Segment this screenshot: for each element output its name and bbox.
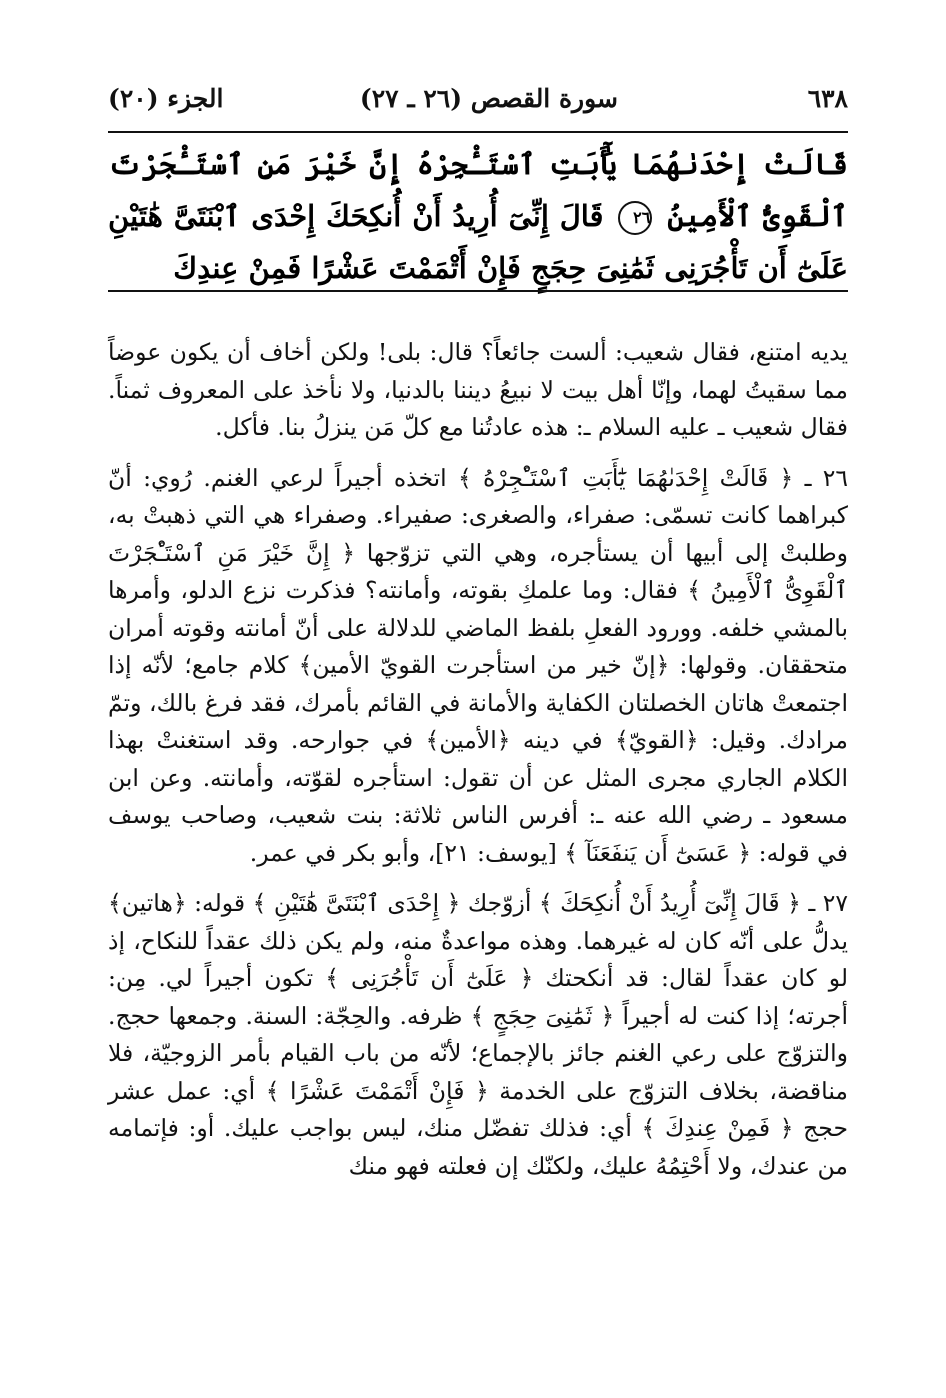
verse-27-text: قَالَ إِنِّىٓ أُرِيدُ أَنْ أُنكِحَكَ إِحْدَى ٱبْنَتَىَّ هَٰتَيْنِ عَلَىٰٓ أَن تَأْجُرَنِى ثَمَٰنِىَ حِجَجٍ فَإِنْ أَتْمَمْتَ عَشْرًا فَمِنْ عِندِكَ bbox=[108, 199, 848, 285]
quran-divider bbox=[108, 290, 848, 292]
ayah-number-marker: ٢٦ bbox=[618, 201, 652, 235]
commentary-paragraph-verse-26: ٢٦ ـ ﴿ قَالَتْ إِحْدَىٰهُمَا يَٰٓأَبَتِ ٱسْتَـْٔجِرْهُ ﴾ اتخذه أجيراً لرعي الغنم. رُوي: أنّ كبراهما كانت تسمّى: صفراء، والصغرى: صفيراء. وصفراء هي التي ذهبتْ به، وطلبتْ إلى أبيها أن يستأجره، وهي التي تزوّجها ﴿ إِنَّ خَيْرَ مَنِ ٱسْتَـْٔجَرْتَ ٱلْقَوِىُّ ٱلْأَمِينُ ﴾ فقال: وما علمكِ بقوته، وأمانته؟ فذكرت نزع الدلو، وأمرها بالمشي خلفه. وورود الفعلِ بلفظ الماضي للدلالة على أنّ أمانته وقوته أمران متحققان. وقولها: ﴿إنّ خير من استأجرت القويّ الأمين﴾ كلام جامع؛ لأنّه إذا اجتمعتْ هاتان الخصلتان الكفاية والأمانة في القائم بأمرك، فقد فرغ بالك، وتمّ مرادك. وقيل: ﴿القويّ﴾ في دينه ﴿الأمين﴾ في جوارحه. وقد استغنتْ بهذا الكلام الجاري مجرى المثل عن أن تقول: استأجره لقوّته، وأمانته. وعن ابن مسعود ـ رضي الله عنه ـ: أفرس الناس ثلاثة: بنت شعيب، وصاحب يوسف في قوله: ﴿ عَسَىٰٓ أَن يَنفَعَنَآ ﴾ [يوسف: ٢١]، وأبو بكر في عمر. bbox=[108, 463, 848, 867]
page-number: ٦٣٨ bbox=[807, 84, 848, 113]
surah-title: سورة القصص (٢٦ ـ ٢٧) bbox=[359, 84, 618, 113]
commentary-paragraph-verse-27: ٢٧ ـ ﴿ قَالَ إِنِّىٓ أُرِيدُ أَنْ أُنكِحَكَ ﴾ أزوّجك ﴿ إِحْدَى ٱبْنَتَىَّ هَٰتَيْنِ ﴾ قوله: ﴿هاتين﴾ يدلُّ على أنّه كان له غيرهما. وهذه مواعدةٌ منه، ولم يكن ذلك عقداً للنكاح، إذ لو كان عقداً لقال: قد أنكحتك ﴿ عَلَىٰٓ أَن تَأْجُرَنِى ﴾ تكون أجيراً لي. مِن: أجرته؛ إذا كنت له أجيراً ﴿ ثَمَٰنِىَ حِجَجٍ ﴾ ظرفه. والحِجّة: السنة. وجمعها حجج. والتزوّج على رعي الغنم جائز بالإجماع؛ لأنّه من باب القيام بأمر الزوجيّة، فلا مناقضة، بخلاف التزوّج على الخدمة ﴿ فَإِنْ أَتْمَمْتَ عَشْرًا ﴾ أي: عمل عشر حجج ﴿ فَمِنْ عِندِكَ ﴾ أي: فذلك تفضّل منك، ليس بواجب عليك. أو: فإتمامه من عندك، ولا أَحْتِمُهُ عليك، ولكنّك إن فعلته فهو منك bbox=[108, 889, 848, 1180]
page-header bbox=[108, 84, 848, 124]
juz-label: الجزء (٢٠) bbox=[108, 84, 224, 113]
quran-text-block bbox=[108, 138, 848, 294]
commentary-paragraph-intro: يديه امتنع، فقال شعيب: ألست جائعاً؟ قال: بلى! ولكن أخاف أن يكون عوضاً مما سقيتُ لهما، وإنّا أهل بيت لا نبيعُ ديننا بالدنيا، ولا نأخذ على المعروف ثمناً. فقال شعيب ـ عليه السلام ـ: هذه عادتُنا مع كلّ مَن ينزلُ بنا. فأكل. bbox=[108, 338, 848, 441]
verse-26-text: قَالَتْ إِحْدَىٰهُمَا يَٰٓأَبَتِ ٱسْتَـْٔجِرْهُ إِنَّ خَيْرَ مَنِ ٱسْتَـْٔجَرْتَ ٱلْقَوِىُّ ٱلْأَمِينُ bbox=[108, 147, 848, 233]
header-divider bbox=[108, 131, 848, 133]
commentary-body bbox=[108, 334, 848, 1185]
